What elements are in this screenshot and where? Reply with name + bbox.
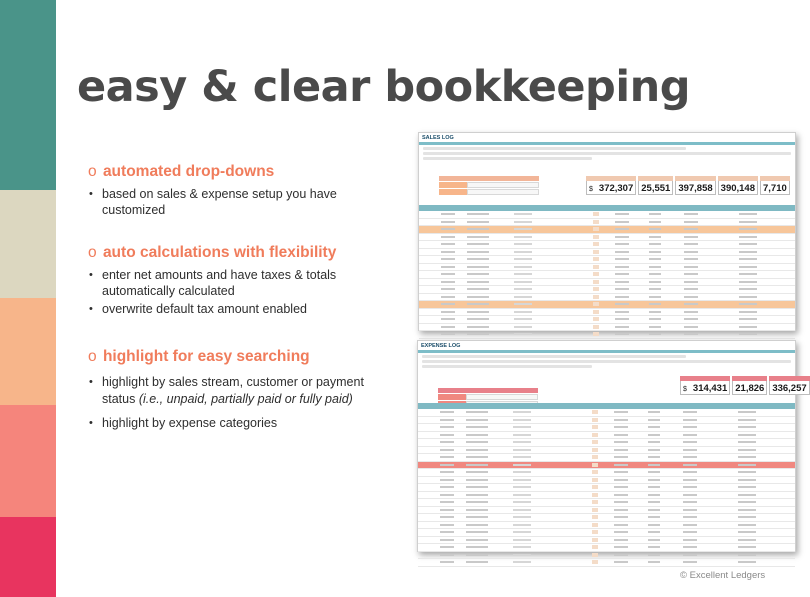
sheet-instruction-line xyxy=(423,152,791,155)
table-row xyxy=(418,469,795,477)
table-row xyxy=(419,241,795,249)
feature-highlight-searching xyxy=(88,348,378,439)
feature-bullet-list xyxy=(88,186,378,218)
total-cell: 7,710 xyxy=(760,176,790,195)
table-row xyxy=(418,507,795,515)
page-title: easy & clear bookkeeping xyxy=(77,62,690,112)
feature-bullet: • overwrite default tax amount enabled xyxy=(102,301,388,317)
table-row xyxy=(418,477,795,485)
total-cell: 390,148 xyxy=(718,176,758,195)
table-row xyxy=(418,439,795,447)
table-row xyxy=(419,211,795,219)
table-row xyxy=(419,279,795,287)
filter-dropdown[interactable] xyxy=(466,394,538,400)
table-row xyxy=(418,462,795,470)
table-row xyxy=(418,484,795,492)
total-cell: $ 372,307 xyxy=(586,176,636,195)
sales-totals xyxy=(586,176,790,195)
table-row xyxy=(419,256,795,264)
table-row xyxy=(419,309,795,317)
table-row xyxy=(419,226,795,234)
feature-auto-calculations xyxy=(88,244,388,319)
sales-log-screenshot xyxy=(418,132,796,331)
table-row xyxy=(418,552,795,560)
total-cell: 25,551 xyxy=(638,176,673,195)
sales-table xyxy=(419,205,795,339)
filter-header xyxy=(439,176,539,181)
table-row xyxy=(419,294,795,302)
total-cell: 21,826 xyxy=(732,376,767,395)
table-row xyxy=(419,286,795,294)
table-row xyxy=(419,234,795,242)
feature-heading: o highlight for easy searching xyxy=(88,348,310,365)
table-row xyxy=(418,559,795,567)
feature-bullet: • highlight by expense categories xyxy=(102,415,378,432)
sales-log-title: SALES LOG xyxy=(422,135,454,141)
sheet-header-strip xyxy=(418,350,795,353)
sheet-instruction-line xyxy=(423,147,686,150)
color-band-pink xyxy=(0,517,56,597)
copyright-text: © Excellent Ledgers xyxy=(680,570,766,581)
feature-bullet: • based on sales & expense setup you have customized xyxy=(102,186,378,218)
sheet-instruction-line xyxy=(423,157,592,160)
filter-dropdown[interactable] xyxy=(467,189,539,195)
feature-bullet: • enter net amounts and have taxes & totals automatically calculated xyxy=(102,267,388,299)
filter-row xyxy=(439,182,539,188)
expense-table xyxy=(418,403,795,567)
filter-dropdown[interactable] xyxy=(467,182,539,188)
table-row xyxy=(418,409,795,417)
sheet-instruction-line xyxy=(422,355,686,358)
color-band-teal xyxy=(0,0,56,190)
expense-totals xyxy=(680,376,810,395)
circle-bullet-icon: o xyxy=(88,244,97,261)
filter-row xyxy=(439,189,539,195)
table-row xyxy=(419,219,795,227)
table-row xyxy=(418,514,795,522)
circle-bullet-icon: o xyxy=(88,348,97,365)
table-row xyxy=(418,492,795,500)
table-row xyxy=(419,264,795,272)
filter-row xyxy=(438,394,538,400)
total-cell: $ 314,431 xyxy=(680,376,730,395)
table-row xyxy=(418,454,795,462)
table-row xyxy=(418,432,795,440)
table-row xyxy=(419,249,795,257)
sheet-instruction-line xyxy=(422,360,791,363)
sheet-header-strip xyxy=(419,142,795,145)
table-row xyxy=(418,529,795,537)
table-row xyxy=(419,301,795,309)
feature-automated-dropdowns xyxy=(88,163,378,220)
filter-header xyxy=(438,388,538,393)
color-band-salmon xyxy=(0,405,56,517)
feature-heading: o automated drop-downs xyxy=(88,163,275,180)
table-row xyxy=(418,424,795,432)
feature-bullet-list xyxy=(88,267,388,317)
color-band-peach xyxy=(0,298,56,405)
table-row xyxy=(418,522,795,530)
table-row xyxy=(419,271,795,279)
table-row xyxy=(418,544,795,552)
highlight-options-filter xyxy=(439,176,539,195)
table-row xyxy=(418,447,795,455)
expense-log-screenshot xyxy=(417,340,807,552)
circle-bullet-icon: o xyxy=(88,163,97,180)
table-row xyxy=(418,537,795,545)
table-row xyxy=(419,316,795,324)
total-cell: 336,257 xyxy=(769,376,809,395)
table-row xyxy=(419,331,795,339)
sheet-instruction-line xyxy=(422,365,592,368)
expense-log-title: EXPENSE LOG xyxy=(421,343,461,349)
table-row xyxy=(418,499,795,507)
table-row xyxy=(418,417,795,425)
feature-bullet-list xyxy=(88,374,378,432)
feature-heading: o auto calculations with flexibility xyxy=(88,244,337,261)
total-cell: 397,858 xyxy=(675,176,715,195)
feature-bullet: • highlight by sales stream, customer or payment status (i.e., unpaid, partially paid or fully paid) xyxy=(102,374,378,408)
table-row xyxy=(419,324,795,332)
color-band-beige xyxy=(0,190,56,298)
